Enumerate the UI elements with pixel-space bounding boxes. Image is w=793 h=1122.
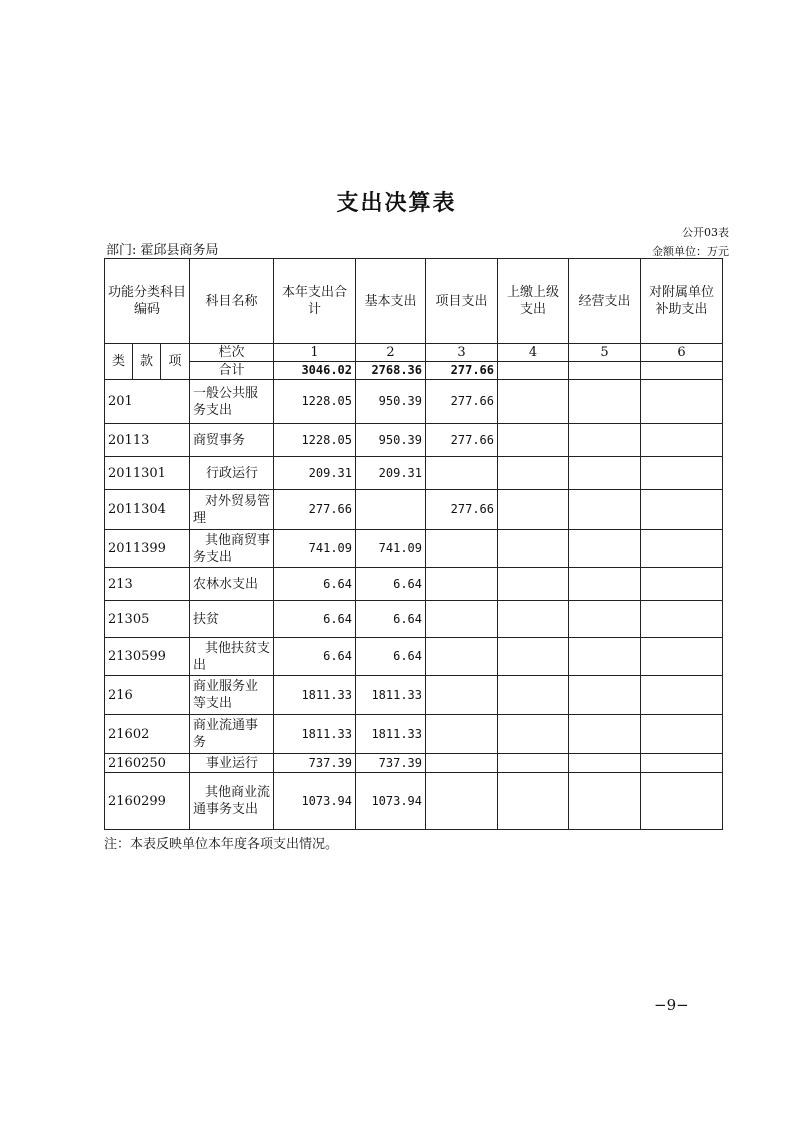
totals-project: 277.66 [426, 362, 498, 380]
row-code: 2011399 [105, 530, 190, 568]
row-basic: 950.39 [356, 380, 426, 424]
row-total: 1228.05 [274, 380, 356, 424]
row-name: 商业流通事务 [190, 715, 274, 754]
row-code: 213 [105, 568, 190, 601]
row-code: 2130599 [105, 638, 190, 676]
row-project [426, 601, 498, 638]
row-total: 6.64 [274, 638, 356, 676]
row-code: 2011304 [105, 490, 190, 530]
row-basic: 741.09 [356, 530, 426, 568]
row-name: 农林水支出 [190, 568, 274, 601]
col-index-2: 2 [356, 344, 426, 362]
page-title: 支出决算表 [336, 190, 457, 216]
row-basic: 1811.33 [356, 715, 426, 754]
row-total: 277.66 [274, 490, 356, 530]
table-row [105, 773, 723, 830]
row-total: 1073.94 [274, 773, 356, 830]
totals-row [105, 362, 723, 380]
header-business: 经营支出 [569, 259, 641, 344]
header-subsidy: 对附属单位补助支出 [641, 259, 723, 344]
row-code: 21305 [105, 601, 190, 638]
row-project [426, 773, 498, 830]
row-basic: 950.39 [356, 424, 426, 457]
row-total: 6.64 [274, 568, 356, 601]
row-name: 其他商业流通事务支出 [190, 773, 274, 830]
totals-total: 3046.02 [274, 362, 356, 380]
form-code: 公开03表 [682, 226, 729, 239]
row-code: 20113 [105, 424, 190, 457]
row-basic [356, 490, 426, 530]
header-xiang: 项 [161, 344, 190, 380]
header-upper: 上缴上级支出 [498, 259, 569, 344]
table-row [105, 380, 723, 424]
table-row [105, 530, 723, 568]
row-total: 1811.33 [274, 676, 356, 715]
row-basic: 209.31 [356, 457, 426, 490]
row-total: 6.64 [274, 601, 356, 638]
row-name: 商贸事务 [190, 424, 274, 457]
row-name: 扶贫 [190, 601, 274, 638]
table-row [105, 638, 723, 676]
row-total: 1228.05 [274, 424, 356, 457]
row-basic: 6.64 [356, 638, 426, 676]
header-lanci: 栏次 [190, 344, 274, 362]
row-code: 21602 [105, 715, 190, 754]
header-code: 功能分类科目编码 [105, 259, 190, 344]
header-project: 项目支出 [426, 259, 498, 344]
footnote: 注：本表反映单位本年度各项支出情况。 [104, 837, 339, 852]
row-code: 201 [105, 380, 190, 424]
row-project: 277.66 [426, 490, 498, 530]
expenditure-table [104, 258, 723, 830]
row-name: 一般公共服务支出 [190, 380, 274, 424]
row-code: 2160250 [105, 754, 190, 773]
table-row [105, 490, 723, 530]
row-total: 741.09 [274, 530, 356, 568]
row-project: 277.66 [426, 424, 498, 457]
header-row [105, 259, 723, 344]
col-index-6: 6 [641, 344, 723, 362]
header-kuan: 款 [133, 344, 161, 380]
row-total: 737.39 [274, 754, 356, 773]
row-code: 2011301 [105, 457, 190, 490]
header-lei: 类 [105, 344, 133, 380]
row-name: 事业运行 [190, 754, 274, 773]
table-row [105, 715, 723, 754]
row-name: 其他扶贫支出 [190, 638, 274, 676]
col-index-1: 1 [274, 344, 356, 362]
row-project [426, 638, 498, 676]
row-project: 277.66 [426, 380, 498, 424]
row-project [426, 754, 498, 773]
totals-label: 合计 [190, 362, 274, 380]
row-project [426, 457, 498, 490]
table-row [105, 568, 723, 601]
row-basic: 737.39 [356, 754, 426, 773]
header-name: 科目名称 [190, 259, 274, 344]
table-row [105, 601, 723, 638]
table-row [105, 457, 723, 490]
page-number: −9− [654, 996, 689, 1014]
column-index-row [105, 344, 723, 362]
department-label: 部门: 霍邱县商务局 [106, 243, 219, 258]
row-total: 209.31 [274, 457, 356, 490]
totals-basic: 2768.36 [356, 362, 426, 380]
table-row [105, 676, 723, 715]
table-row [105, 424, 723, 457]
row-code: 2160299 [105, 773, 190, 830]
col-index-5: 5 [569, 344, 641, 362]
row-name: 商业服务业等支出 [190, 676, 274, 715]
row-basic: 1811.33 [356, 676, 426, 715]
row-basic: 6.64 [356, 568, 426, 601]
unit-label: 金额单位：万元 [652, 245, 729, 258]
header-total: 本年支出合计 [274, 259, 356, 344]
row-name: 行政运行 [190, 457, 274, 490]
row-total: 1811.33 [274, 715, 356, 754]
header-basic: 基本支出 [356, 259, 426, 344]
row-basic: 1073.94 [356, 773, 426, 830]
row-project [426, 676, 498, 715]
row-project [426, 715, 498, 754]
row-name: 对外贸易管理 [190, 490, 274, 530]
table-row [105, 754, 723, 773]
col-index-3: 3 [426, 344, 498, 362]
row-basic: 6.64 [356, 601, 426, 638]
row-project [426, 568, 498, 601]
row-code: 216 [105, 676, 190, 715]
row-project [426, 530, 498, 568]
col-index-4: 4 [498, 344, 569, 362]
row-name: 其他商贸事务支出 [190, 530, 274, 568]
